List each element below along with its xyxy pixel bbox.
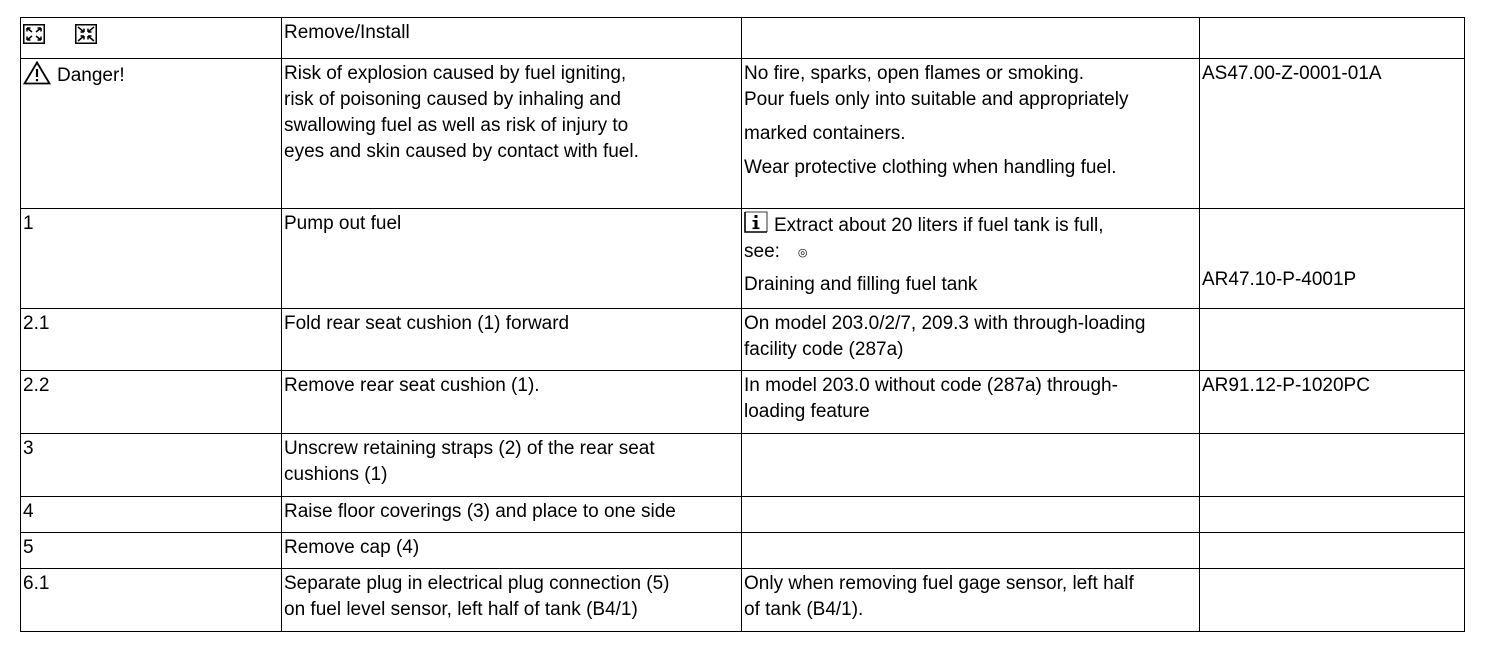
table-row-danger [21, 59, 1465, 209]
danger-measures: No fire, sparks, open flames or smoking. Pour fuels only into suitable and appropriately marked containers. Wear protective clothing when handling fuel. [742, 59, 1200, 209]
step-action: Remove cap (4) [282, 533, 742, 569]
step-note: In model 203.0 without code (287a) through- loading feature [742, 371, 1200, 434]
step-ref [1200, 497, 1465, 533]
step-number: 2.1 [21, 309, 282, 371]
step-action: Remove rear seat cushion (1). [282, 371, 742, 434]
step-number: 2.2 [21, 371, 282, 434]
header-title: Remove/Install [282, 18, 742, 59]
danger-risk: Risk of explosion caused by fuel igniting, risk of poisoning caused by inhaling and swallowing fuel as well as risk of injury to eyes and skin caused by contact with fuel. [282, 59, 742, 209]
step-number: 5 [21, 533, 282, 569]
step-action: Unscrew retaining straps (2) of the rear seat cushions (1) [282, 434, 742, 497]
info-icon [744, 211, 768, 233]
danger-label: Danger! [57, 65, 125, 86]
table-row [21, 434, 1465, 497]
table-row [21, 371, 1465, 434]
table-row [21, 533, 1465, 569]
step-ref: AR91.12-P-1020PC [1200, 371, 1465, 434]
table-row [21, 309, 1465, 371]
warning-triangle-icon [23, 61, 51, 85]
step-number: 3 [21, 434, 282, 497]
step-action: Pump out fuel [282, 209, 742, 309]
danger-cell [21, 59, 282, 209]
table-row [21, 209, 1465, 309]
icon-cell [21, 18, 282, 59]
step-ref [1200, 533, 1465, 569]
link-draining-filling[interactable]: Draining and filling fuel tank [744, 274, 978, 295]
step-note: Extract about 20 liters if fuel tank is full, see: ◎ Draining and filling fuel tank [742, 209, 1200, 309]
step-note: Only when removing fuel gage sensor, left half of tank (B4/1). [742, 569, 1200, 632]
step-ref [1200, 434, 1465, 497]
procedure-table [20, 17, 1465, 632]
expand-arrows-icon [23, 24, 45, 44]
collapse-arrows-icon [75, 24, 97, 44]
step-number: 1 [21, 209, 282, 309]
reference-symbol-icon: ◎ [797, 247, 808, 259]
step-number: 4 [21, 497, 282, 533]
step-action: Fold rear seat cushion (1) forward [282, 309, 742, 371]
step-ref: AR47.10-P-4001P [1200, 209, 1465, 309]
step-action: Separate plug in electrical plug connection (5) on fuel level sensor, left half of tank (B4/1) [282, 569, 742, 632]
step-number: 6.1 [21, 569, 282, 632]
step-action: Raise floor coverings (3) and place to one side [282, 497, 742, 533]
step-ref [1200, 309, 1465, 371]
table-row-header [21, 18, 1465, 59]
table-row [21, 569, 1465, 632]
table-row [21, 497, 1465, 533]
danger-ref: AS47.00-Z-0001-01A [1200, 59, 1465, 209]
step-ref [1200, 569, 1465, 632]
step-note: On model 203.0/2/7, 209.3 with through-loading facility code (287a) [742, 309, 1200, 371]
